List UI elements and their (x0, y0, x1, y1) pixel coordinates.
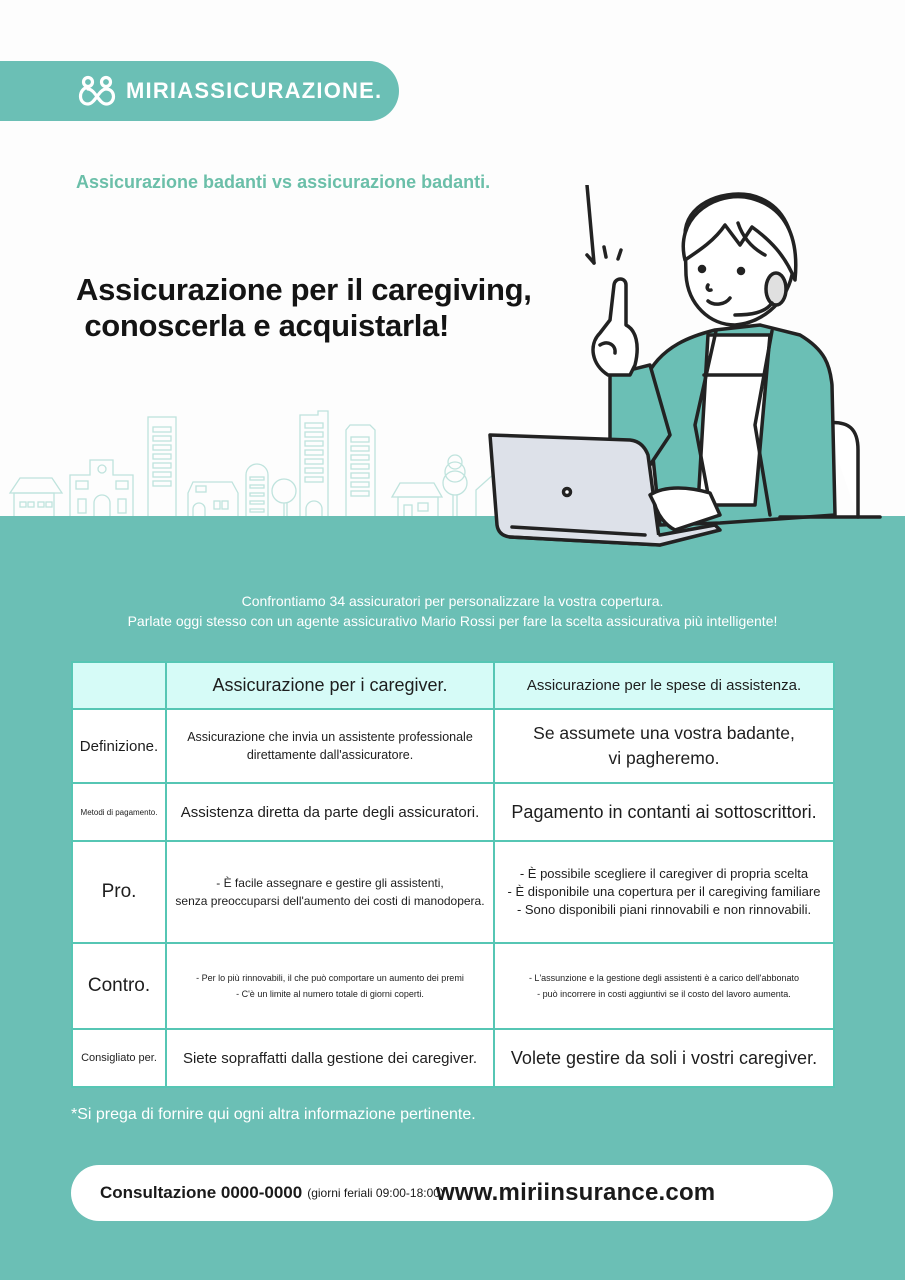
brand-name: MIRIASSICURAZIONE. (126, 78, 383, 103)
cell-line: direttamente dall'assicuratore. (246, 748, 414, 762)
page-title (76, 272, 532, 344)
cell-a (166, 841, 494, 943)
business-hours: (giorni feriali 09:00-18:00) (307, 1186, 444, 1200)
cell-line: senza preoccuparsi dell'aumento dei costi di manodopera. (175, 894, 485, 908)
cell-b (494, 943, 834, 1029)
cell-line: - Per lo più rinnovabili, il che può comportare un aumento dei premi (196, 973, 464, 983)
table-row (72, 1029, 834, 1087)
cell-a (166, 783, 494, 841)
cell-line: - È disponibile una copertura per il caregiving familiare (507, 884, 821, 899)
table-row (72, 783, 834, 841)
footnote: *Si prega di fornire qui ogni altra informazione pertinente. (71, 1106, 476, 1123)
cell-line: vi pagheremo. (608, 748, 720, 768)
comparison-table (71, 661, 835, 1088)
cell-line: - può incorrere in costi aggiuntivi se il costo del lavoro aumenta. (537, 989, 791, 999)
row-label-pros: Pro. (72, 841, 166, 943)
cell-line: - Sono disponibili piani rinnovabili e non rinnovabili. (516, 902, 812, 917)
cell-b (494, 841, 834, 943)
table-row (72, 943, 834, 1029)
cell-line: Se assumete una vostra badante, (533, 723, 795, 743)
cell-a (166, 709, 494, 783)
cell-line: - È possibile scegliere il caregiver di propria scelta (519, 866, 809, 881)
intro-line-1: Confrontiamo 34 assicuratori per personalizzare la vostra copertura. (241, 593, 664, 609)
brand-header (0, 61, 399, 121)
cell-b (494, 1029, 834, 1087)
row-label-recommended-for: Consigliato per. (72, 1029, 166, 1087)
cell-line: - C'è un limite al numero totale di giorni coperti. (236, 989, 424, 999)
cell-line: - L'assunzione e la gestione degli assistenti è a carico dell'abbonato (528, 973, 800, 983)
row-label-cons: Contro. (72, 943, 166, 1029)
row-label-definition: Definizione. (72, 709, 166, 783)
cell-line: Pagamento in contanti ai sottoscrittori. (511, 801, 817, 822)
headline-line-1: Assicurazione per il caregiving, (76, 272, 532, 307)
cell-b (494, 783, 834, 841)
table-header-row (72, 662, 834, 709)
header-empty-cell (72, 662, 166, 709)
table-row (72, 841, 834, 943)
cell-a (166, 1029, 494, 1087)
cell-b (494, 709, 834, 783)
cell-line: Volete gestire da soli i vostri caregiver. (510, 1047, 818, 1068)
intro-line-2: Parlate oggi stesso con un agente assicurativo Mario Rossi per fare la scelta assicurativa più intelligente! (127, 613, 778, 629)
table-row (72, 709, 834, 783)
infinity-people-logo-icon (76, 75, 118, 107)
page-subtitle: Assicurazione badanti vs assicurazione badanti. (76, 172, 491, 192)
cell-line: Siete sopraffatti dalla gestione dei caregiver. (182, 1049, 478, 1067)
cityscape-outline-illustration (0, 405, 500, 518)
headline-line-2: conoscerla e acquistarla! (76, 308, 449, 343)
website-link[interactable]: www.miriinsurance.com (435, 1179, 716, 1206)
header-care-expense-insurance: Assicurazione per le spese di assistenza. (494, 662, 834, 709)
row-label-payment-methods: Metodi di pagamento. (72, 783, 166, 841)
cell-line: Assicurazione che invia un assistente professionale (187, 730, 473, 744)
contact-footer (71, 1165, 833, 1221)
header-caregiver-insurance: Assicurazione per i caregiver. (166, 662, 494, 709)
cell-line: Assistenza diretta da parte degli assicuratori. (180, 803, 480, 821)
cell-line: - È facile assegnare e gestire gli assistenti, (216, 876, 444, 890)
intro-text (0, 591, 905, 631)
consultation-phone[interactable]: Consultazione 0000-0000 (100, 1183, 303, 1202)
cell-a (166, 943, 494, 1029)
agent-with-headset-illustration (480, 185, 900, 565)
